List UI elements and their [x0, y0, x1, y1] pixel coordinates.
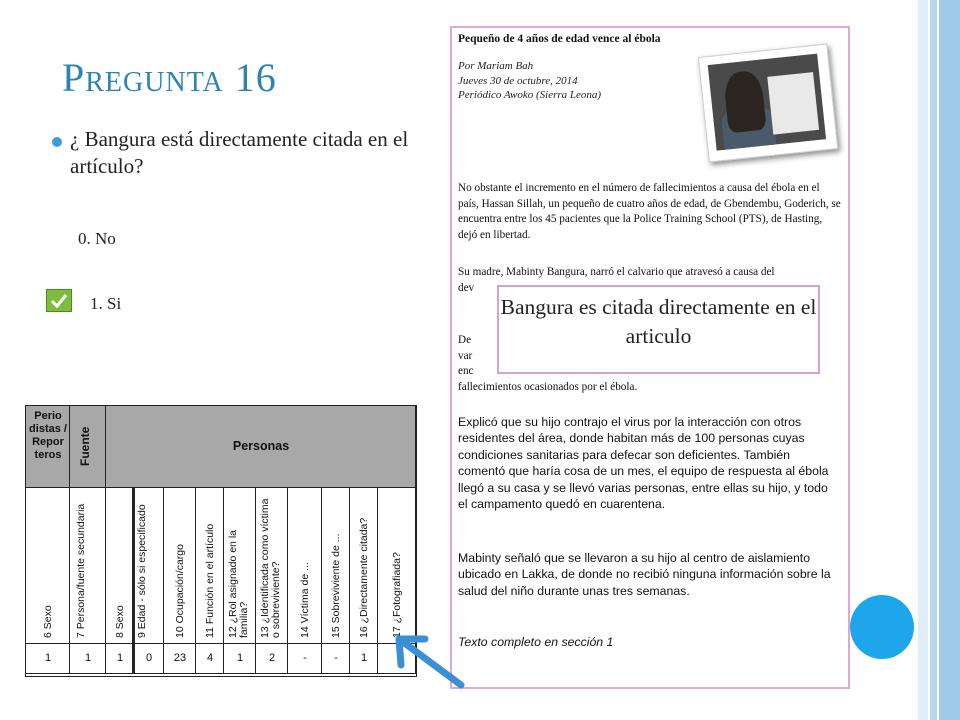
decorative-bar	[930, 0, 937, 720]
table-divider	[132, 488, 135, 674]
option-si: 1. Si	[90, 294, 122, 313]
callout-box: Bangura es citada directamente en el articulo	[497, 285, 820, 374]
table-column-header: 15 Sobreviviente de ...	[322, 488, 350, 644]
table-value-cell: 1	[350, 644, 378, 674]
table-value-cell: 1	[26, 644, 70, 674]
article-photo	[698, 43, 838, 162]
bullet-icon	[52, 137, 62, 147]
article-paragraph: Mabinty señaló que se llevaron a su hijo al centro de aislamiento ubicado en Lakka, de donde no recibió ninguna información sobre la salud del niño durante unas tres semanas.	[458, 551, 831, 598]
table-column-header: 9 Edad - sólo si especificado	[134, 488, 164, 644]
table-value-cell: -	[288, 644, 322, 674]
table-column-header: 10 Ocupación/cargo	[164, 488, 196, 644]
article-paragraph: Su madre, Mabinty Bangura, narró el calvario que atravesó a causa del dev	[458, 266, 775, 294]
decorative-bar	[918, 0, 928, 720]
table-value-cell: 1	[106, 644, 134, 674]
table-column-header: 11 Función en el artículo	[196, 488, 224, 644]
table-column-header: 17 ¿Fotografiada?	[378, 488, 416, 644]
arrow-icon	[385, 625, 475, 695]
checkmark-icon	[46, 289, 72, 312]
table-header-periodistas: Perio distas / Repor teros	[26, 406, 70, 488]
table-column-header: 13 ¿Identificada como víctima o sobreviviente?	[256, 488, 288, 644]
article-paragraph: Explicó que su hijo contrajo el virus por la interacción con otros residentes del área, donde habitan más de 100 personas cuyas condiciones sanitarias para defecar son deficientes. También comentó que haría cosa de un mes, el equipo de respuesta al ébola llegó a su casa y se llevó varias personas, entre ellas su hijo, y todo el campamento quedó en cuarentena.	[458, 415, 829, 512]
table-column-header: 16 ¿Directamente citada?	[350, 488, 378, 644]
article-paragraph: No obstante el incremento en el número de fallecimientos a causa del ébola en el país, Hassan Sillah, un pequeño de cuatro años de edad, de Gbendembu, Goderich, se encuentra entre los 45 pacientes que la Police Training School (PTS), de Hasting, dejó en libertad.	[458, 182, 841, 241]
article-author: Por Mariam Bah	[458, 60, 534, 72]
article-footer: Texto completo en sección 1	[458, 635, 614, 649]
table-column-header: 6 Sexo	[26, 488, 70, 644]
table-value-cell: 4	[196, 644, 224, 674]
article-source: Periódico Awoko (Sierra Leona)	[458, 89, 602, 101]
table-value-cell: 1	[70, 644, 106, 674]
article-meta	[458, 59, 601, 103]
coding-table	[25, 405, 417, 677]
table-header-personas: Personas	[106, 406, 416, 488]
question-text: ¿ Bangura está directamente citada en el artículo?	[70, 127, 409, 178]
slide-title: Pregunta 16	[62, 55, 277, 100]
decorative-bar	[939, 0, 960, 720]
article-date: Jueves 30 de octubre, 2014	[458, 74, 578, 87]
table-column-header: 12 ¿Rol asignado en la familia?	[224, 488, 256, 644]
table-column-header: 8 Sexo	[106, 488, 134, 644]
table-column-header: 7 Persona/fuente secundaria	[70, 488, 106, 644]
option-no: 0. No	[78, 229, 116, 248]
table-value-cell: 2	[256, 644, 288, 674]
table-value-cell: 0	[134, 644, 164, 674]
decorative-circle	[850, 595, 914, 659]
article-paragraph: De var enc fallecimientos ocasionados por el ébola.	[458, 334, 638, 393]
article-headline: Pequeño de 4 años de edad vence al ébola	[458, 33, 661, 45]
table-header-fuente: Fuente	[70, 406, 106, 488]
table-value-cell: 1	[224, 644, 256, 674]
table-value-cell: -	[322, 644, 350, 674]
table-column-header: 14 Víctima de ...	[288, 488, 322, 644]
table-value-cell: 23	[164, 644, 196, 674]
